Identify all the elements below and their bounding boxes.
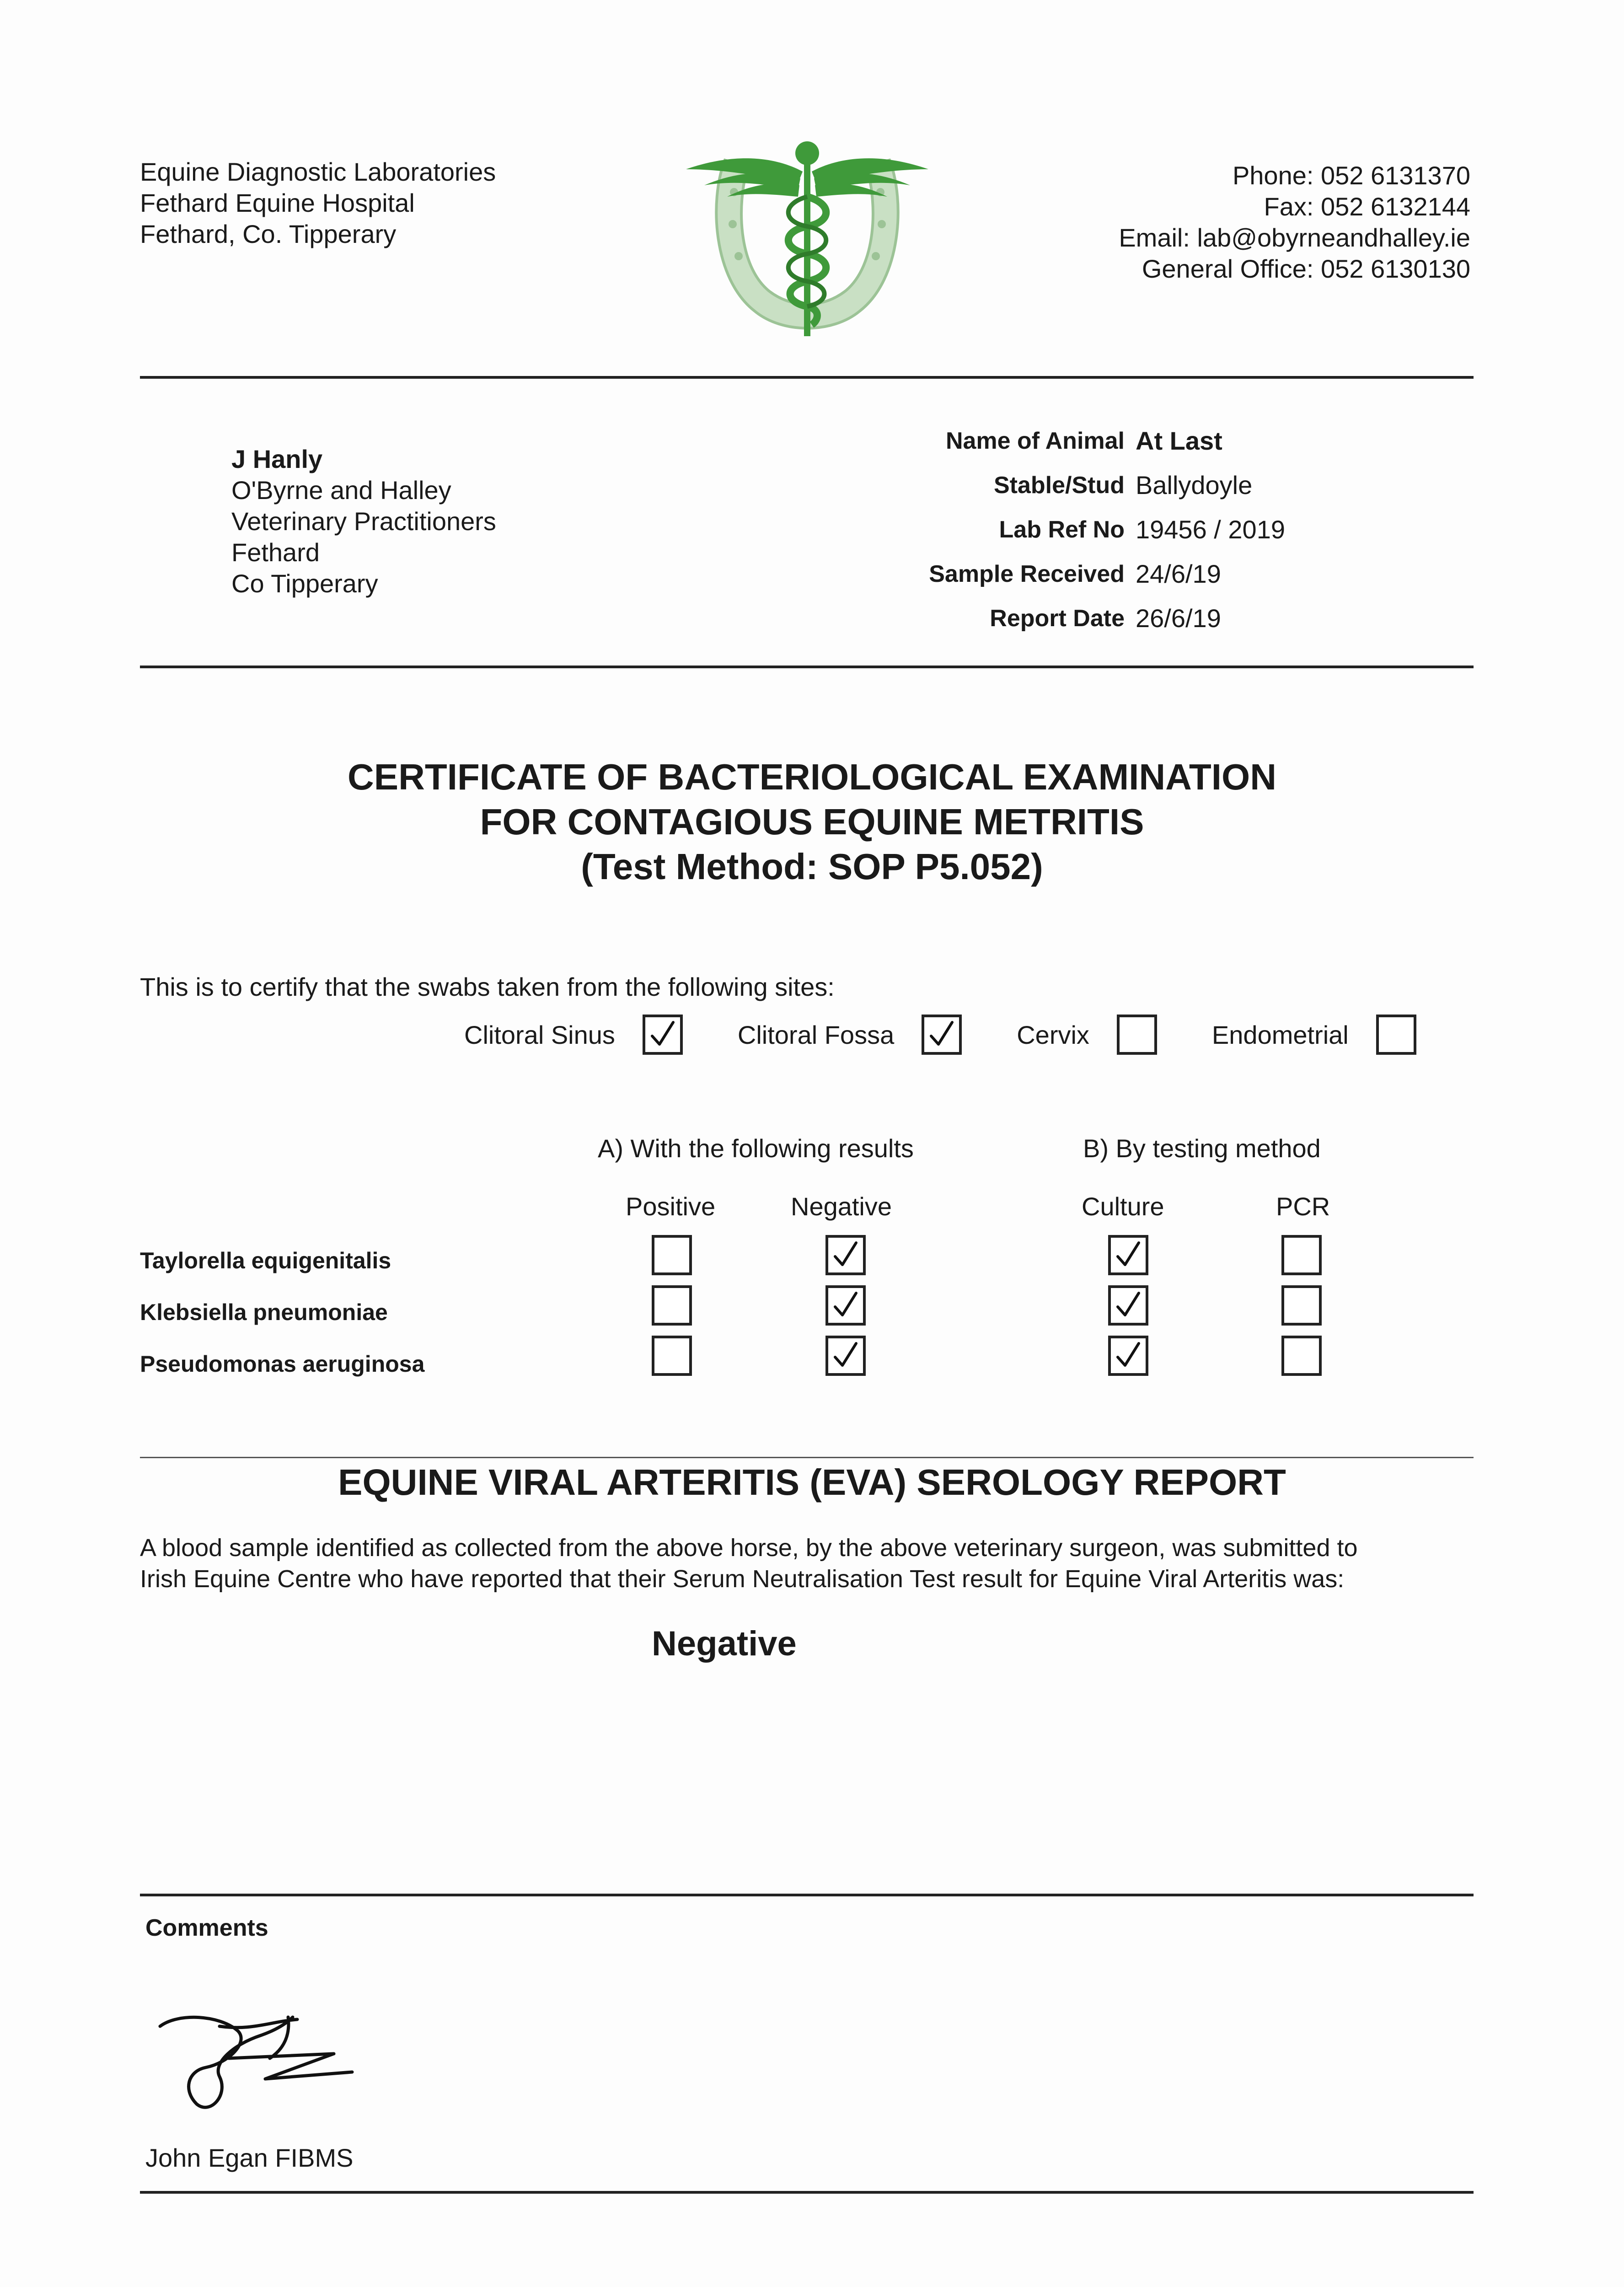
result-checkbox[interactable] <box>825 1235 866 1275</box>
section-a-header: A) With the following results <box>598 1134 914 1163</box>
recipient-line: Fethard <box>231 538 320 567</box>
animal-name-value: At Last <box>1136 426 1222 455</box>
site-label: Clitoral Sinus <box>464 1020 615 1049</box>
info-divider <box>140 666 1474 668</box>
signer-name: John Egan FIBMS <box>145 2143 354 2172</box>
certificate-title <box>0 755 1624 889</box>
column-pcr: PCR <box>1276 1192 1330 1221</box>
organism-name: Klebsiella pneumoniae <box>140 1299 388 1325</box>
animal-info-row <box>869 507 1285 552</box>
animal-info-row <box>869 596 1285 640</box>
recipient-name: J Hanly <box>231 445 323 473</box>
certificate-title-line: (Test Method: SOP P5.052) <box>581 846 1043 887</box>
result-checkbox[interactable] <box>1281 1235 1322 1275</box>
report-date-value: 26/6/19 <box>1136 604 1221 633</box>
eva-text <box>140 1532 1489 1594</box>
site-checkbox[interactable] <box>643 1015 683 1055</box>
lab-address-line: Fethard, Co. Tipperary <box>140 220 397 248</box>
comments-label: Comments <box>145 1915 268 1941</box>
site-checkbox[interactable] <box>1376 1015 1416 1055</box>
lab-address-line: Equine Diagnostic Laboratories <box>140 157 496 186</box>
result-checkbox[interactable] <box>652 1285 692 1326</box>
checkmark-icon <box>1112 1340 1144 1372</box>
site-checkbox[interactable] <box>922 1015 962 1055</box>
animal-info-label: Report Date <box>990 605 1125 632</box>
result-checkbox[interactable] <box>825 1336 866 1376</box>
animal-info-label: Stable/Stud <box>993 472 1125 499</box>
animal-info <box>869 419 1285 640</box>
recipient-line: Co Tipperary <box>231 569 378 598</box>
result-checkbox[interactable] <box>1108 1285 1148 1326</box>
site-clitoral-sinus <box>464 1015 683 1055</box>
recipient-address <box>231 444 496 599</box>
section-b-header: B) By testing method <box>1083 1134 1321 1163</box>
checkmark-icon <box>830 1289 862 1321</box>
result-checkbox[interactable] <box>1108 1235 1148 1275</box>
site-cervix <box>1017 1015 1157 1055</box>
lab-address <box>140 156 496 250</box>
swab-sites <box>464 1015 1416 1055</box>
eva-text-line: Irish Equine Centre who have reported that their Serum Neutralisation Test result for Equine Viral Arteritis was: <box>140 1565 1345 1593</box>
site-label: Endometrial <box>1211 1020 1349 1049</box>
site-clitoral-fossa <box>738 1015 962 1055</box>
site-label: Cervix <box>1017 1020 1089 1049</box>
checkmark-icon <box>647 1019 679 1051</box>
animal-info-row <box>869 463 1285 507</box>
result-checkbox[interactable] <box>1281 1336 1322 1376</box>
eva-result: Negative <box>652 1624 797 1663</box>
signature-icon <box>151 1999 370 2118</box>
eva-divider <box>140 1457 1474 1458</box>
lab-ref-value: 19456 / 2019 <box>1136 515 1285 544</box>
checkmark-icon <box>1112 1239 1144 1271</box>
lab-contact-line: Phone: 052 6131370 <box>1232 161 1470 190</box>
lab-address-line: Fethard Equine Hospital <box>140 188 415 217</box>
sample-received-value: 24/6/19 <box>1136 559 1221 588</box>
caduceus-horseshoe-logo-icon <box>681 128 933 343</box>
animal-info-label: Lab Ref No <box>999 516 1125 543</box>
comments-divider <box>140 1894 1474 1896</box>
site-checkbox[interactable] <box>1117 1015 1157 1055</box>
animal-info-row <box>869 419 1285 463</box>
checkmark-icon <box>830 1239 862 1271</box>
stable-value: Ballydoyle <box>1136 471 1253 499</box>
result-checkbox[interactable] <box>652 1336 692 1376</box>
column-positive: Positive <box>626 1192 716 1221</box>
checkmark-icon <box>1112 1289 1144 1321</box>
result-checkbox[interactable] <box>1108 1336 1148 1376</box>
column-culture: Culture <box>1082 1192 1164 1221</box>
eva-title: EQUINE VIRAL ARTERITIS (EVA) SEROLOGY REPORT <box>338 1462 1286 1503</box>
organism-name: Taylorella equigenitalis <box>140 1248 391 1273</box>
certificate-title-line: CERTIFICATE OF BACTERIOLOGICAL EXAMINATION <box>347 757 1277 797</box>
lab-contact-line: General Office: 052 6130130 <box>1142 254 1470 283</box>
checkmark-icon <box>830 1340 862 1372</box>
lab-contact-line: Email: lab@obyrneandhalley.ie <box>1119 223 1470 252</box>
eva-text-line: A blood sample identified as collected from the above horse, by the above veterinary surgeon, was submitted to <box>140 1534 1358 1562</box>
checkmark-icon <box>926 1019 958 1051</box>
animal-info-row <box>869 552 1285 596</box>
lab-contact <box>1119 160 1470 285</box>
certificate-title-line: FOR CONTAGIOUS EQUINE METRITIS <box>480 801 1144 842</box>
lab-contact-line: Fax: 052 6132144 <box>1264 192 1470 221</box>
header-divider <box>140 376 1474 379</box>
certificate-intro: This is to certify that the swabs taken from the following sites: <box>140 972 835 1001</box>
organism-name: Pseudomonas aeruginosa <box>140 1351 425 1377</box>
result-checkbox[interactable] <box>652 1235 692 1275</box>
recipient-line: O'Byrne and Halley <box>231 476 451 505</box>
site-label: Clitoral Fossa <box>737 1020 895 1049</box>
column-negative: Negative <box>791 1192 892 1221</box>
animal-info-label: Name of Animal <box>945 427 1125 454</box>
result-checkbox[interactable] <box>825 1285 866 1326</box>
site-endometrial <box>1212 1015 1416 1055</box>
animal-info-label: Sample Received <box>929 560 1125 587</box>
footer-divider <box>140 2191 1474 2194</box>
recipient-line: Veterinary Practitioners <box>231 507 496 536</box>
result-checkbox[interactable] <box>1281 1285 1322 1326</box>
